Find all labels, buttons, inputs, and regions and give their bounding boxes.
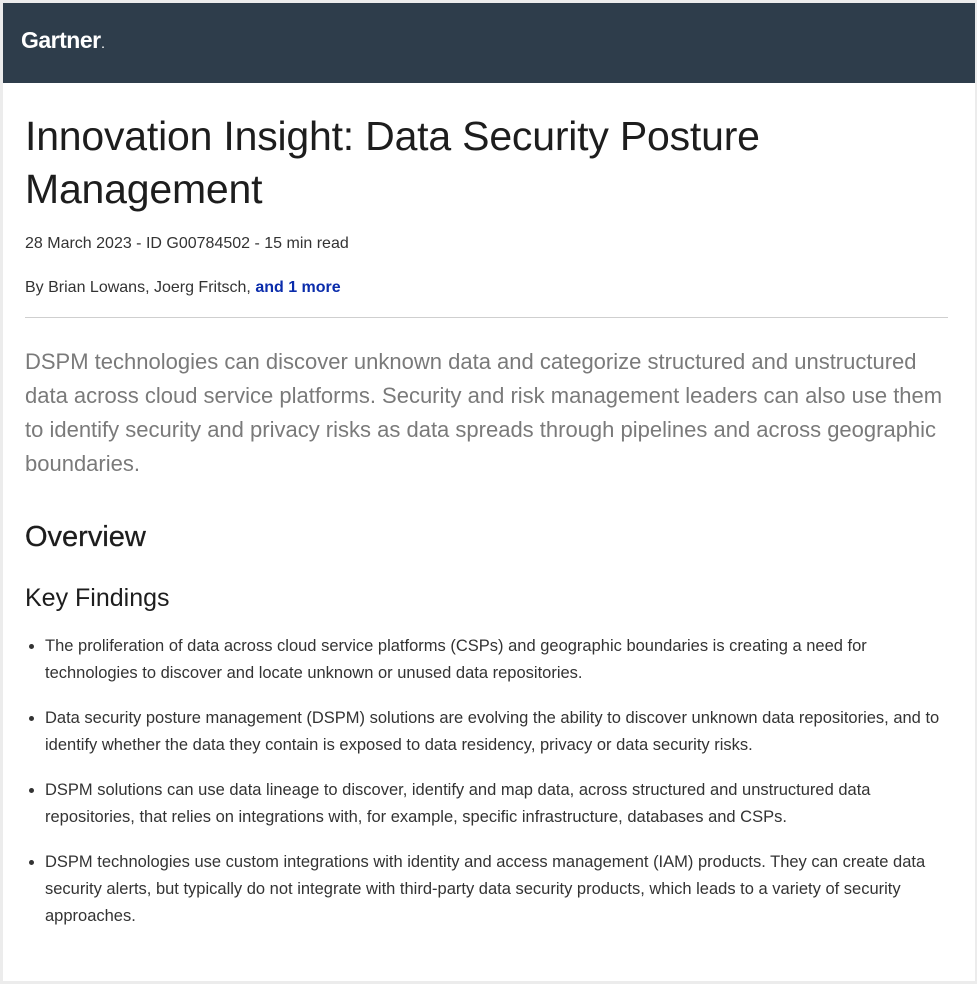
top-bar	[3, 3, 975, 83]
article-authors	[25, 279, 948, 297]
list-item: • DSPM solutions can use data lineage to discover, identify and map data, across structured and unstructured data repositories, that relies on integrations with, for example, specific infrastructure, databases and CSPs.	[45, 777, 948, 831]
article-meta: 28 March 2023 - ID G00784502 - 15 min read	[25, 235, 349, 252]
list-item: • DSPM technologies use custom integrations with identity and access management (IAM) products. They can create data security alerts, but typically do not integrate with third-party data security products, which leads to a variety of security approaches.	[45, 849, 948, 930]
page-frame	[3, 3, 975, 981]
article	[3, 110, 975, 930]
logo-dot: .	[101, 39, 104, 51]
more-authors-link[interactable]: and 1 more	[255, 279, 341, 296]
key-findings-list	[25, 633, 948, 930]
list-item: • Data security posture management (DSPM) solutions are evolving the ability to discover unknown data repositories, and to identify whether the data they contain is exposed to data residency, privacy or data security risks.	[45, 705, 948, 759]
article-title: Innovation Insight: Data Security Posture Management	[25, 113, 760, 212]
article-summary: DSPM technologies can discover unknown data and categorize structured and unstructured data across cloud service platforms. Security and risk management leaders can also use them to identify security and privacy risks as data spreads through pipelines and across geographic boundaries.	[25, 349, 943, 476]
gartner-logo[interactable]	[21, 27, 104, 54]
divider	[25, 317, 948, 318]
logo-text: Gartner	[21, 26, 101, 53]
list-item: • The proliferation of data across cloud service platforms (CSPs) and geographic boundaries is creating a need for technologies to discover and locate unknown or unused data repositories.	[45, 633, 948, 687]
key-findings-heading: Key Findings	[25, 584, 170, 612]
authors-list: By Brian Lowans, Joerg Fritsch,	[25, 279, 256, 296]
overview-heading: Overview	[25, 521, 146, 553]
